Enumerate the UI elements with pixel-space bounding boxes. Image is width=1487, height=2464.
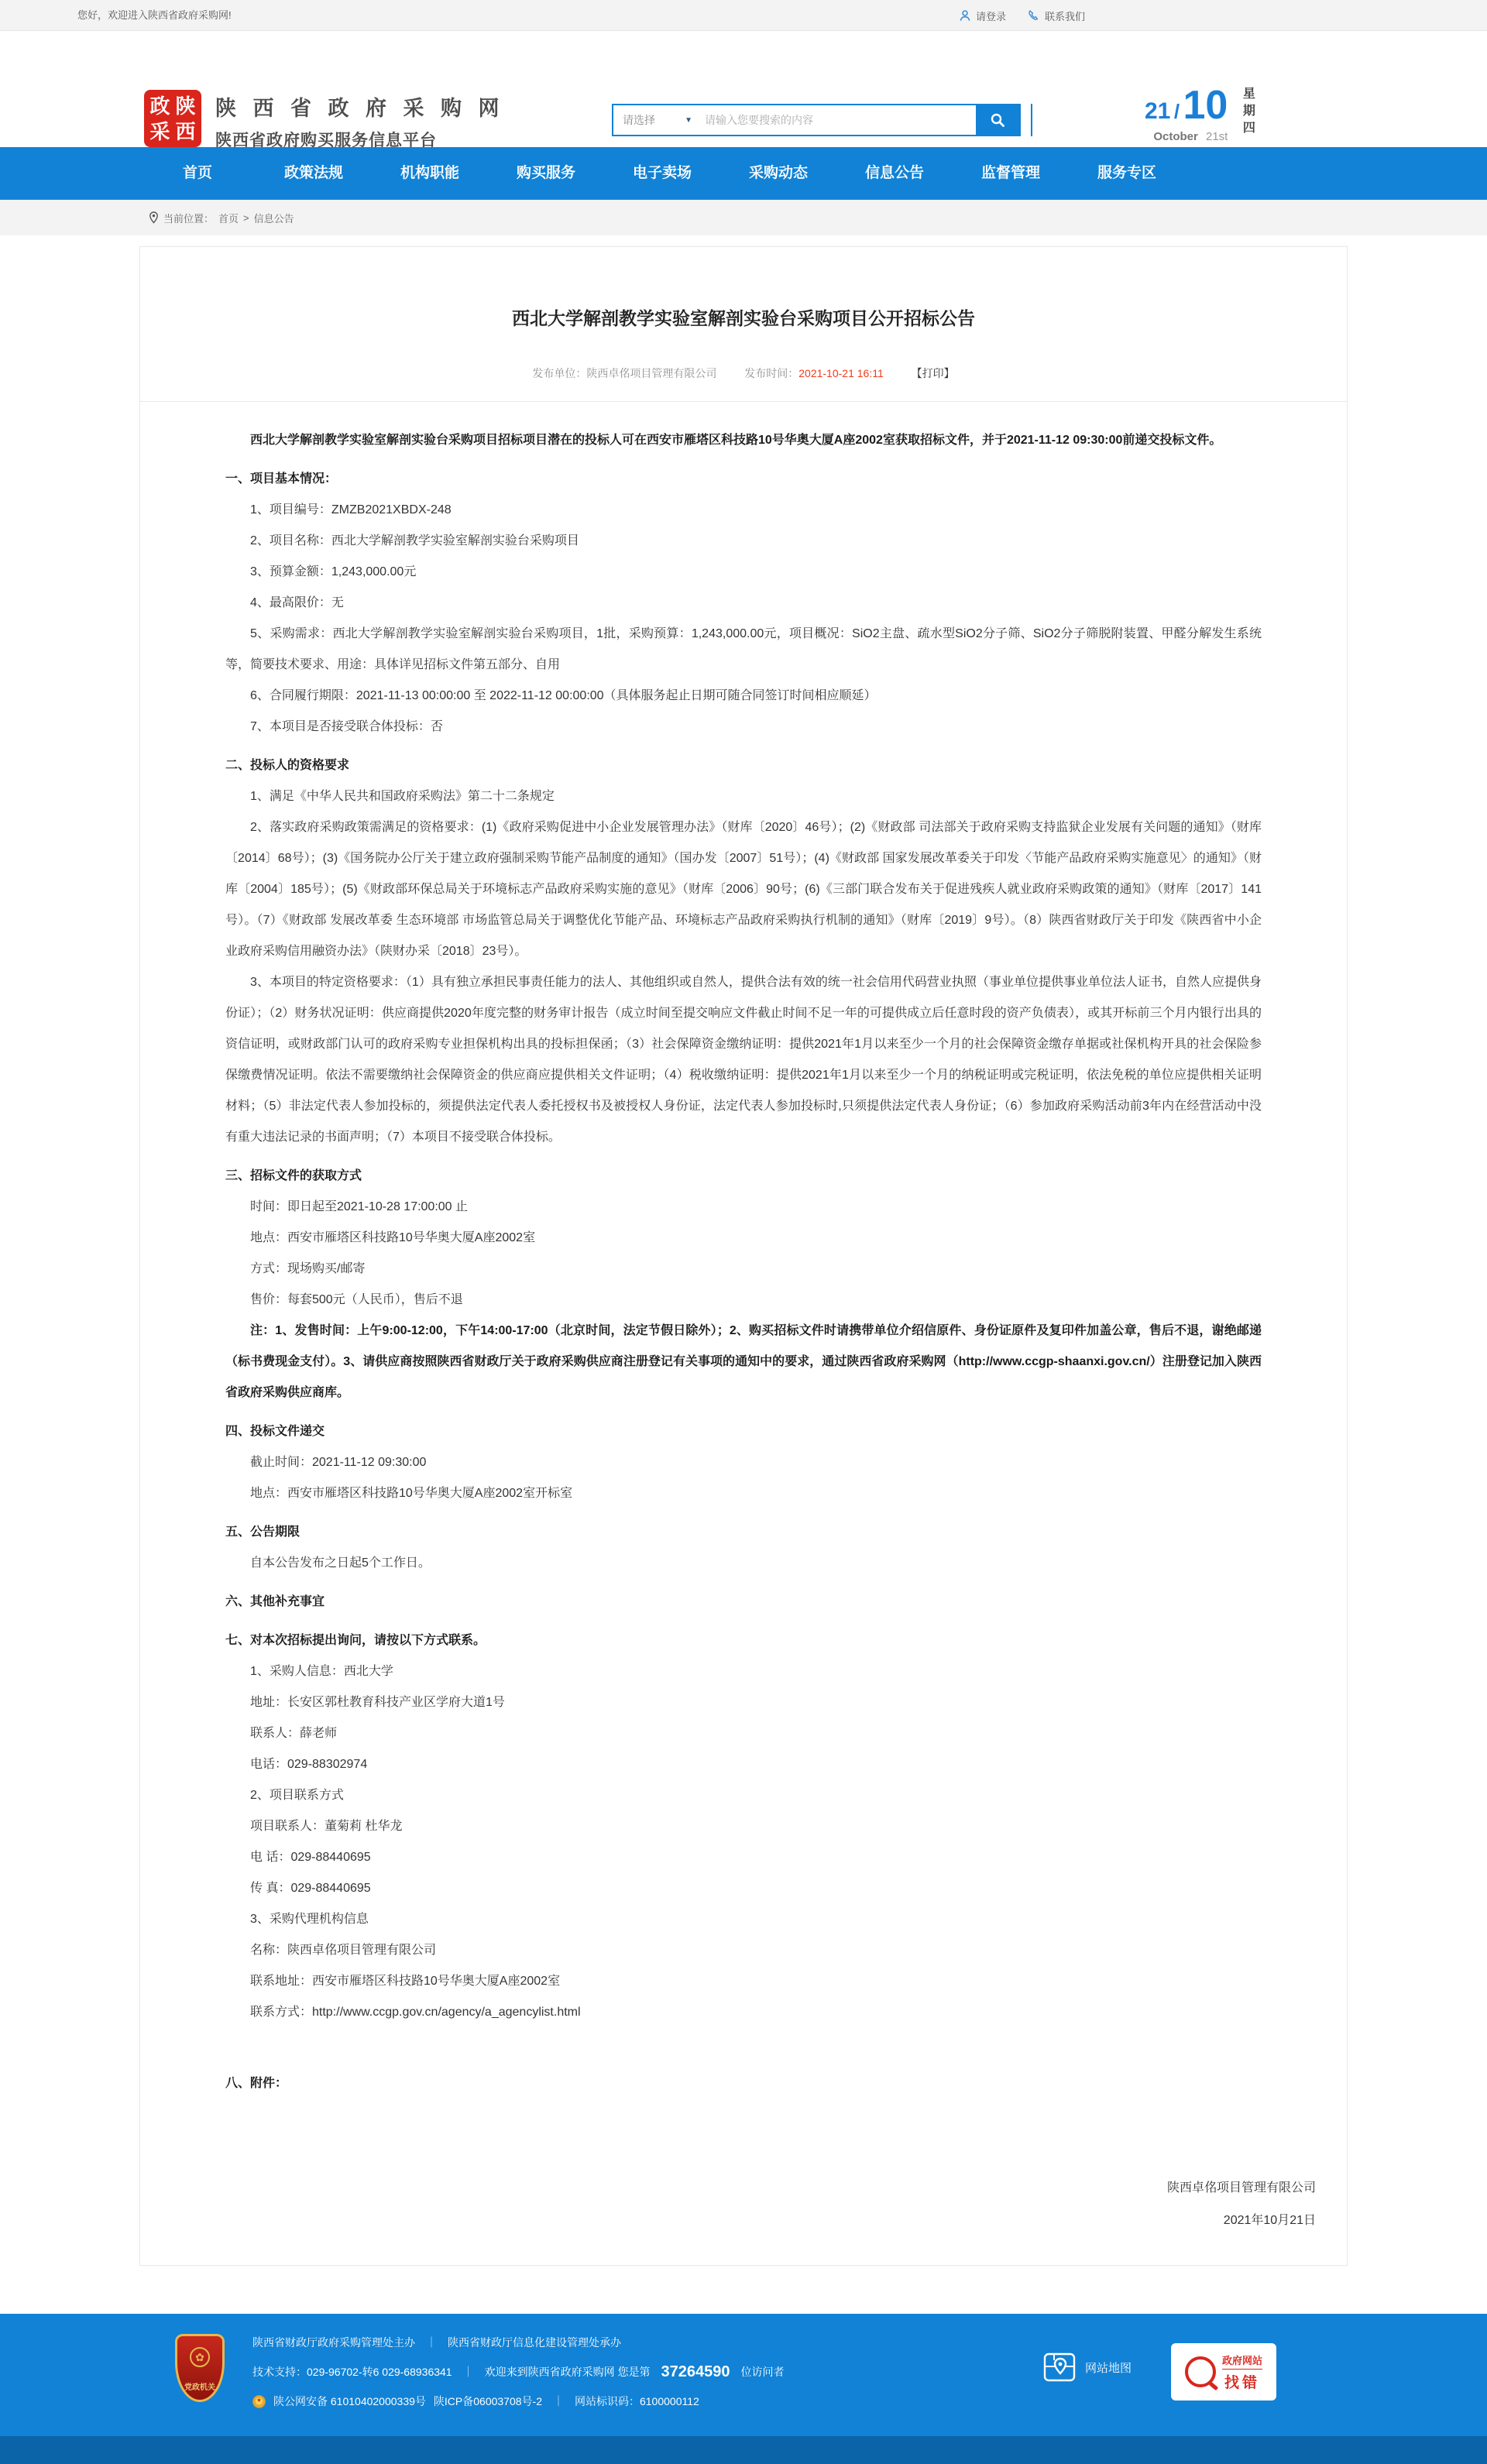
announcement-card bbox=[139, 246, 1348, 2266]
footer-bottom-strip bbox=[0, 2436, 1487, 2464]
signature-block bbox=[140, 2172, 1347, 2237]
error-report-magnifier-icon bbox=[1185, 2356, 1216, 2387]
phone-icon bbox=[1028, 9, 1040, 22]
search-select-value: 请选择 bbox=[623, 114, 655, 126]
article-paragraph: 地点：西安市雁塔区科技路10号华奥大厦A座2002室 bbox=[250, 1231, 536, 1244]
article-paragraph: 6、合同履行期限：2021-11-13 00:00:00 至 2022-11-12 00:00:00（具体服务起止日期可随合同签订时间相应顺延） bbox=[250, 689, 877, 702]
article-paragraph: 5、采购需求：西北大学解剖教学实验室解剖实验台采购项目，1批，采购预算：1,243,000.00元，项目概况：SiO2主盘、疏水型SiO2分子筛、SiO2分子筛脱附装置、甲醛分解发生系统等，简要技术要求、用途：具体详见招标文件第五部分、自用 bbox=[225, 627, 1262, 671]
topbar-right bbox=[959, 0, 1085, 31]
login-link[interactable] bbox=[959, 9, 1006, 23]
section-heading: 二、投标人的资格要求 bbox=[225, 759, 350, 772]
contact-us-label: 联系我们 bbox=[1045, 10, 1086, 22]
article-paragraph: 自本公告发布之日起5个工作日。 bbox=[250, 1556, 431, 1570]
section-heading: 一、项目基本情况： bbox=[225, 472, 338, 486]
site-footer bbox=[0, 2314, 1487, 2436]
footer-visitor-text: 欢迎来到陕西省政府采购网 您是第 bbox=[484, 2366, 651, 2378]
footer-separator: ｜ bbox=[552, 2395, 564, 2407]
nav-menu bbox=[0, 147, 1487, 200]
section-heading: 六、其他补充事宜 bbox=[225, 1595, 325, 1608]
nav-item-5[interactable]: 采购动态 bbox=[748, 165, 808, 181]
contact-us-link[interactable] bbox=[1028, 9, 1085, 23]
breadcrumb-label: 当前位置： bbox=[163, 212, 215, 225]
nav-item-4[interactable]: 电子卖场 bbox=[632, 165, 692, 181]
article-header bbox=[140, 247, 1347, 402]
print-button[interactable]: 【打印】 bbox=[911, 367, 955, 379]
footer-co-organizer: 陕西省财政厅信息化建设管理处承办 bbox=[448, 2336, 621, 2349]
footer-separator: ｜ bbox=[426, 2336, 437, 2349]
article-paragraph: 1、满足《中华人民共和国政府采购法》第二十二条规定 bbox=[250, 790, 555, 803]
article-paragraph: 方式：现场购买/邮寄 bbox=[250, 1262, 366, 1275]
search-category-select[interactable] bbox=[613, 105, 700, 135]
date-block bbox=[1145, 82, 1292, 143]
footer-separator: ｜ bbox=[462, 2366, 474, 2378]
main-content bbox=[0, 235, 1487, 2314]
search-input[interactable] bbox=[700, 105, 976, 135]
site-subtitle: 陕西省政府购买服务信息平台 bbox=[215, 132, 437, 149]
logo-char: 陕 bbox=[175, 94, 196, 118]
date-day-en: 21st bbox=[1206, 130, 1228, 143]
nav-item-7[interactable]: 监督管理 bbox=[980, 165, 1040, 181]
badge-bottom-label: 找错 bbox=[1224, 2374, 1260, 2391]
footer-site-id: 网站标识码：6100000112 bbox=[574, 2395, 699, 2407]
header-divider bbox=[1031, 104, 1032, 136]
article-paragraph: 3、预算金额：1,243,000.00元 bbox=[250, 565, 417, 578]
article-paragraph: 电话：029-88302974 bbox=[250, 1758, 368, 1771]
login-label: 请登录 bbox=[976, 10, 1007, 22]
shield-emblem-icon: ✿ bbox=[190, 2347, 210, 2367]
welcome-text: 您好，欢迎进入陕西省政府采购网! bbox=[77, 9, 232, 21]
breadcrumb bbox=[0, 200, 1487, 235]
publish-time-value: 2021-10-21 16:11 bbox=[798, 367, 884, 379]
footer-visitor-suffix: 位访问者 bbox=[740, 2366, 785, 2378]
nav-item-6[interactable]: 信息公告 bbox=[864, 165, 924, 181]
section-heading: 三、招标文件的获取方式 bbox=[225, 1169, 362, 1182]
article-paragraph: 地址：长安区郭杜教育科技产业区学府大道1号 bbox=[250, 1696, 505, 1709]
article-paragraph: 2、项目名称：西北大学解剖教学实验室解剖实验台采购项目 bbox=[250, 534, 579, 547]
article-paragraph: 地点：西安市雁塔区科技路10号华奥大厦A座2002室开标室 bbox=[250, 1487, 573, 1500]
date-numbers bbox=[1145, 82, 1228, 143]
article-meta bbox=[225, 365, 1262, 381]
publisher-label: 发布单位： bbox=[532, 367, 587, 379]
date-separator: / bbox=[1173, 100, 1180, 123]
publisher-value: 陕西卓佲项目管理有限公司 bbox=[586, 367, 717, 379]
article-body bbox=[140, 402, 1347, 2123]
article-paragraph: 联系方式：http://www.ccgp.gov.cn/agency/a_agencylist.html bbox=[250, 2006, 581, 2019]
footer-organizer: 陕西省财政厅政府采购管理处主办 bbox=[252, 2336, 415, 2349]
breadcrumb-home-link[interactable]: 首页 bbox=[218, 212, 239, 225]
article-paragraph: 注：1、发售时间：上午9:00-12:00，下午14:00-17:00（北京时间，法定节假日除外）；2、购买招标文件时请携带单位介绍信原件、身份证原件及复印件加盖公章，售后不退，谢绝邮递（标书费现金支付）。3、请供应商按照陕西省财政厅关于政府采购供应商注册登记有关事项的通知中的要求，通过陕西省政府采购网（http://www.ccgp-shaanxi.gov.cn/）注册登记加入陕西省政府采购供应商库。 bbox=[225, 1324, 1262, 1399]
nav-item-3[interactable]: 购买服务 bbox=[516, 165, 575, 181]
badge-top-label: 政府网站 bbox=[1222, 2352, 1262, 2370]
nav-item-8[interactable]: 服务专区 bbox=[1097, 165, 1156, 181]
site-header bbox=[0, 31, 1487, 147]
date-weekday: 星期四 bbox=[1241, 87, 1255, 138]
article-paragraph: 7、本项目是否接受联合体投标：否 bbox=[250, 720, 443, 733]
date-day: 21 bbox=[1145, 98, 1171, 124]
party-government-shield-icon bbox=[175, 2334, 225, 2402]
logo-char: 采 bbox=[149, 119, 170, 143]
article-paragraph: 1、采购人信息：西北大学 bbox=[250, 1665, 393, 1678]
article-paragraph: 3、采购代理机构信息 bbox=[250, 1913, 369, 1926]
search-box bbox=[612, 104, 1021, 136]
article-paragraph: 名称：陕西卓佲项目管理有限公司 bbox=[250, 1944, 437, 1957]
logo-char: 政 bbox=[149, 94, 170, 118]
section-heading: 四、投标文件递交 bbox=[225, 1425, 325, 1438]
article-paragraph: 电 话：029-88440695 bbox=[250, 1851, 371, 1864]
top-utility-bar bbox=[0, 0, 1487, 31]
nav-item-1[interactable]: 政策法规 bbox=[283, 165, 343, 181]
search-icon bbox=[989, 112, 1006, 129]
chevron-down-icon: ▼ bbox=[685, 115, 692, 125]
shield-label: 党政机关 bbox=[184, 2383, 215, 2392]
footer-line-3 bbox=[252, 2387, 784, 2416]
nav-item-0[interactable]: 首页 bbox=[182, 165, 212, 181]
sitemap-icon bbox=[1042, 2349, 1077, 2385]
user-icon bbox=[959, 9, 971, 22]
footer-line-2 bbox=[252, 2357, 784, 2387]
search-button[interactable] bbox=[976, 105, 1019, 135]
article-paragraph: 截止时间：2021-11-12 09:30:00 bbox=[250, 1456, 427, 1469]
nav-item-2[interactable]: 机构职能 bbox=[400, 165, 459, 181]
article-paragraph: 西北大学解剖教学实验室解剖实验台采购项目招标项目潜在的投标人可在西安市雁塔区科技路10号华奥大厦A座2002室获取招标文件，并于2021-11-12 09:30:00前递交投标文件。 bbox=[250, 434, 1222, 447]
article-paragraph: 售价：每套500元（人民币），售后不退 bbox=[250, 1293, 463, 1306]
article-paragraph: 联系地址：西安市雁塔区科技路10号华奥大厦A座2002室 bbox=[250, 1975, 561, 1988]
section-heading: 七、对本次招标提出询问，请按以下方式联系。 bbox=[225, 1634, 486, 1647]
signature-company: 陕西卓佲项目管理有限公司 bbox=[1166, 2181, 1316, 2195]
footer-line-1 bbox=[252, 2328, 784, 2357]
location-pin-icon bbox=[149, 211, 159, 224]
article-paragraph: 项目联系人：董菊莉 杜华龙 bbox=[250, 1820, 403, 1833]
publish-time-label: 发布时间： bbox=[744, 367, 799, 379]
article-paragraph: 时间：即日起至2021-10-28 17:00:00 止 bbox=[250, 1200, 469, 1213]
breadcrumb-current: 信息公告 bbox=[253, 212, 294, 225]
site-title: 陕 西 省 政 府 采 购 网 bbox=[215, 97, 505, 120]
footer-emblem bbox=[175, 2334, 225, 2402]
logo-char: 西 bbox=[175, 119, 196, 143]
article-paragraph: 4、最高限价：无 bbox=[250, 596, 344, 609]
page-title: 西北大学解剖教学实验室解剖实验台采购项目公开招标公告 bbox=[512, 308, 975, 328]
article-paragraph: 1、项目编号：ZMZB2021XBDX-248 bbox=[250, 503, 452, 516]
breadcrumb-separator: > bbox=[243, 211, 249, 224]
public-security-badge-icon bbox=[252, 2395, 266, 2408]
signature-date: 2021年10月21日 bbox=[1223, 2214, 1316, 2227]
site-logo[interactable] bbox=[144, 90, 201, 147]
footer-tech-support: 技术支持：029-96702-转6 029-68936341 bbox=[252, 2366, 452, 2378]
footer-text-lines bbox=[252, 2328, 784, 2416]
article-paragraph: 联系人：薛老师 bbox=[250, 1727, 338, 1740]
date-month: 10 bbox=[1183, 83, 1228, 128]
section-heading: 五、公告期限 bbox=[225, 1525, 300, 1539]
footer-security-record[interactable]: 陕公网安备 61010402000339号 bbox=[273, 2395, 426, 2407]
site-titles bbox=[215, 91, 505, 151]
gov-site-error-report-badge[interactable] bbox=[1171, 2343, 1276, 2401]
article-paragraph: 3、本项目的特定资格要求：（1）具有独立承担民事责任能力的法人、其他组织或自然人，提供合法有效的统一社会信用代码营业执照（事业单位提供事业单位法人证书，自然人应提供身份证）；（2）财务状况证明：供应商提供2020年度完整的财务审计报告（成立时间至提交响应文件截止时间不足一年的可提供成立后任意时段的资产负债表），或其开标前三个月内银行出具的资信证明，或财政部门认可的政府采购专业担保机构出具的投标担保函；（3）社会保障资金缴纳证明：提供2021年1月以来至少一个月的社会保障资金缴存单据或社保机构开具的社会保险参保缴费情况证明。依法不需要缴纳社会保障资金的供应商应提供相关文件证明；（4）税收缴纳证明：提供2021年1月以来至少一个月的纳税证明或完税证明，依法免税的单位应提供相关证明材料；（5）非法定代表人参加投标的，须提供法定代表人委托授权书及被授权人身份证，法定代表人参加投标时,只须提供法定代表人身份证；（6）参加政府采购活动前3年内在经营活动中没有重大违法记录的书面声明；（7）本项目不接受联合体投标。 bbox=[225, 976, 1262, 1144]
sitemap-link[interactable] bbox=[1042, 2349, 1132, 2385]
article-paragraph: 传 真：029-88440695 bbox=[250, 1882, 371, 1895]
section-heading: 八、附件： bbox=[225, 2077, 288, 2090]
sitemap-label: 网站地图 bbox=[1085, 2361, 1132, 2375]
visitor-count: 37264590 bbox=[661, 2363, 730, 2380]
date-month-en: October bbox=[1153, 130, 1198, 143]
article-paragraph: 2、落实政府采购政策需满足的资格要求：(1)《政府采购促进中小企业发展管理办法》（财库〔2020〕46号）；(2)《财政部 司法部关于政府采购支持监狱企业发展有关问题的通知》（财库〔2014〕68号）；(3)《国务院办公厅关于建立政府强制采购节能产品制度的通知》（国办发〔2007〕51号）；(4)《财政部 国家发展改革委关于印发〈节能产品政府采购实施意见〉的通知》（财库〔2004〕185号）；(5)《财政部环保总局关于环境标志产品政府采购实施的意见》（财库〔2006〕90号；(6)《三部门联合发布关于促进残疾人就业政府采购政策的通知》（财库〔2017〕141号）。（7）《财政部 发展改革委 生态环境部 市场监管总局关于调整优化节能产品、环境标志产品政府采购执行机制的通知》（财库〔2019〕9号）。（8）陕西省财政厅关于印发《陕西省中小企业政府采购信用融资办法》（陕财办采〔2018〕23号）。 bbox=[225, 821, 1262, 958]
footer-icp-record[interactable]: 陕ICP备06003708号-2 bbox=[433, 2395, 542, 2407]
article-paragraph: 2、项目联系方式 bbox=[250, 1789, 344, 1802]
